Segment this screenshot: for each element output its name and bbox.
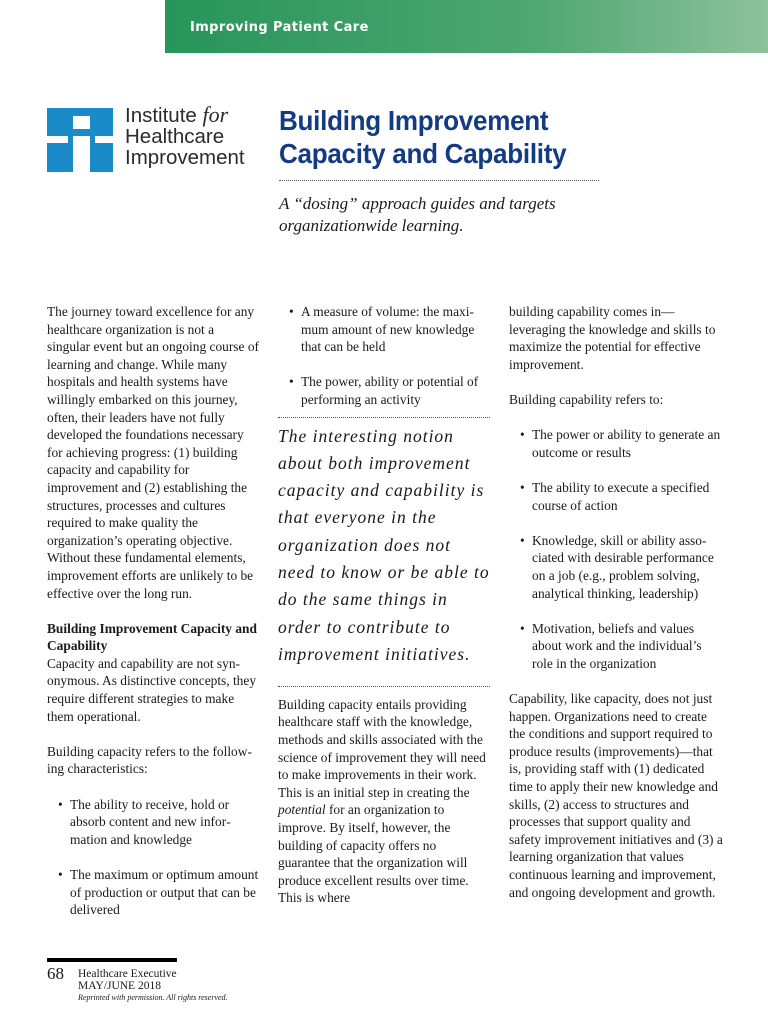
column-1	[47, 303, 259, 936]
reprint-notice: Reprinted with permission. All rights reserved.	[78, 993, 228, 1002]
list-item: • The ability to receive, hold or absorb content and new information and knowledge	[47, 796, 259, 849]
capability-intro: building capability comes in—leveraging the knowledge and skills to maximize the potential for effective improvement.	[509, 304, 716, 372]
body-paragraph: Building capacity entails providing healthcare staff with the knowledge, methods and skills associated with the science of improvement they will need to make improvements in their work. This is an initial step in creating the potential for an organization to improve. By itself, however, the building of capacity offers no guarantee that the organization will produce excellent results over time. This is where	[278, 696, 486, 906]
footer-rule	[47, 958, 177, 962]
heading-paragraph: Capacity and capability are not synonymous. As distinctive concepts, they require different strategies to make them operational.	[47, 655, 257, 724]
article-subtitle: A “dosing” approach guides and targets organizationwide learning.	[279, 194, 556, 235]
capacity-lead: Building capacity refers to the following characteristics:	[47, 743, 252, 777]
page-number: 68	[47, 964, 64, 983]
section-heading: Building Improvement Capacity and Capability	[47, 620, 257, 654]
ihi-logo	[47, 102, 262, 174]
capability-list	[509, 426, 723, 672]
list-item: • The ability to execute a specified course of action	[509, 479, 723, 514]
capacity-list	[47, 796, 259, 919]
list-item: • The maximum or optimum amount of production or output that can be delivered	[47, 866, 259, 919]
list-item: • The power, ability or potential of performing an activity	[278, 373, 490, 408]
intro-paragraph: The journey toward excellence for any healthcare organization is not a singular event but an ongoing course of learning and change. While many hospitals and health systems have willingly embarked on this journey, often, their leaders have not fully developed the foundations necessary for achieving progress: (1) building capacity and capability for improvement and (2) establishing the structures, processes and cultures required to make quality the organization’s operating objective. Without these fundamental elements, improvement efforts are unlikely to be effective over the long run.	[47, 304, 259, 601]
list-item: • A measure of volume: the maximum amount of new knowledge that can be held	[278, 303, 490, 356]
publication-info	[78, 968, 177, 992]
issue-date: MAY/JUNE 2018	[78, 980, 161, 992]
publication-name: Healthcare Executive	[78, 968, 177, 980]
ihi-logo-wordmark: Institute for Healthcare Improvement	[125, 102, 245, 169]
pullquote-bottom-divider	[278, 686, 490, 687]
list-item: • Motivation, beliefs and values about work and the individual’s role in the organization	[509, 620, 723, 673]
ihi-logo-mark	[47, 108, 113, 172]
closing-paragraph: Capability, like capacity, does not just happen. Organizations need to create the conditions and support required to produce results (improvements)—that is, providing staff with (1) dedicated time to apply their new knowledge and skills, (2) access to structures and processes that support quality and safety improvement initiatives and (3) a learning organization that values continuous learning and improvement, and ongoing development and growth.	[509, 691, 723, 900]
pullquote-top-divider	[278, 417, 490, 418]
capacity-list-cont	[278, 303, 490, 409]
list-item: • The power or ability to generate an outcome or results	[509, 426, 723, 461]
article-title: Building Improvement Capacity and Capability	[279, 105, 567, 169]
column-3	[509, 303, 723, 919]
column-2	[278, 303, 490, 925]
capability-lead: Building capability refers to:	[509, 391, 664, 407]
section-label: Improving Patient Care	[190, 20, 369, 35]
title-divider	[279, 180, 599, 181]
list-item: • Knowledge, skill or ability associated with desirable performance on a job (e.g., problem solving, analytical thinking, leadership)	[509, 532, 723, 602]
pull-quote: The interesting notion about both improvement capacity and capability is that everyone in the organization does not need to know or be able to do the same things in order to contribute to improvement initiatives.	[278, 425, 490, 664]
section-banner	[165, 0, 768, 53]
